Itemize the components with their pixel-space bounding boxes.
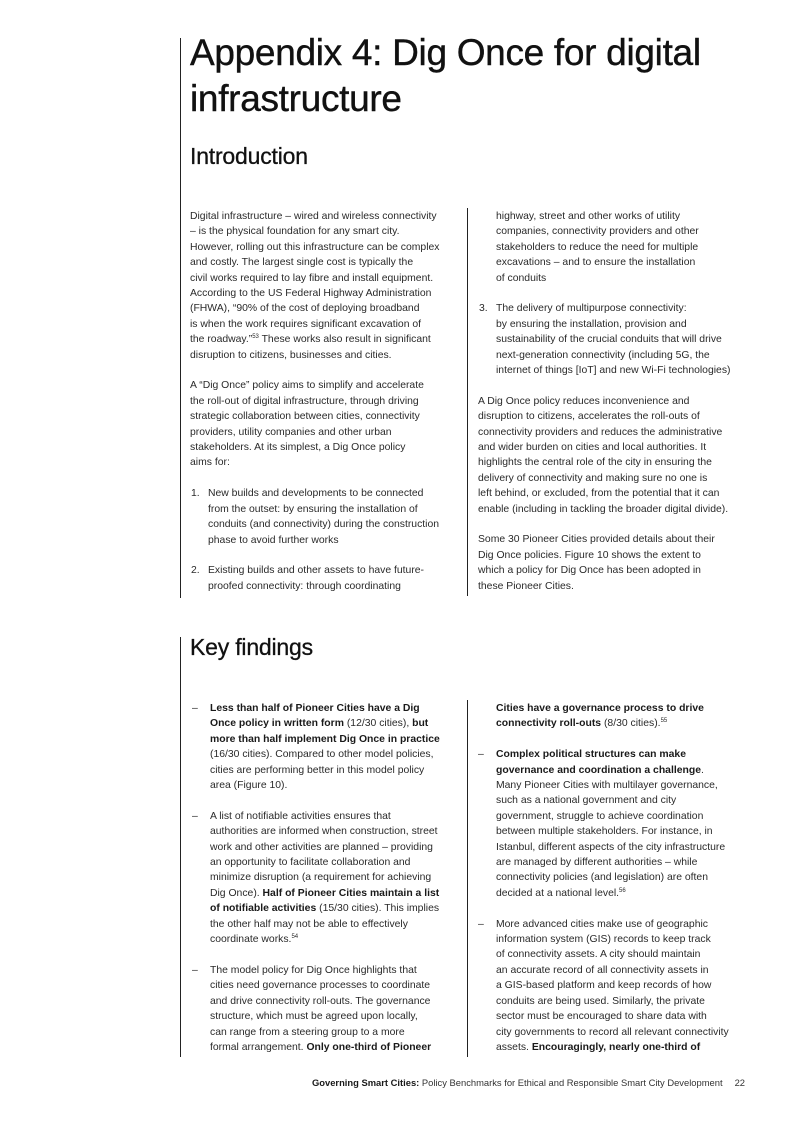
list-item-2: 2. Existing builds and other assets to have future- proofed connectivity: through coordinating	[191, 565, 425, 592]
left-margin-rule-bottom	[180, 637, 181, 1057]
findings-left-column	[192, 701, 460, 1055]
footnote-ref-53: 53	[252, 334, 259, 341]
finding-bullet-3-continued: Cities have a governance process to drive connectivity roll-outs (8/30 cities).$^{55}$	[496, 703, 704, 730]
footnote-ref-54: 54	[291, 934, 299, 941]
footer-report-subtitle: Policy Benchmarks for Ethical and Responsible Smart City Development	[419, 1077, 723, 1088]
findings-right-column	[478, 701, 753, 1055]
footer-report-title: Governing Smart Cities:	[311, 1077, 420, 1088]
intro-paragraph-3: A Dig Once policy reduces inconvenience and disruption to citizens, accelerates the roll-outs of connectivity providers and reduces the administrative and wider burden on cities and local authorities. It highlights the central role of the city in ensuring the delivery of connectivity and making sure no one is left behind, or excluded, from the potential that it can enable (including in tackling the broader digital divide).	[478, 395, 729, 515]
intro-left-column	[190, 209, 458, 594]
column-divider-findings	[467, 700, 468, 1057]
left-margin-rule-top	[180, 38, 181, 598]
section-heading-key-findings: Key findings	[190, 634, 313, 660]
finding-bullet-5: – More advanced cities make use of geographic information system (GIS) records to keep track of connectivity assets. A city should maintain an accurate record of all connectivity assets in a GIS-based platform and keep records of how conduits are being used. Similarly, the private sector must be encouraged to share data with city governments to record all relevant connectivity assets. Encouragingly, nearly one-third of	[478, 918, 729, 1053]
page-number: 22	[734, 1077, 745, 1088]
finding-bullet-1: – Less than half of Pioneer Cities have a Dig Once policy in written form (12/30 cities), but more than half implement Dig Once in practice (16/30 cities). Compared to other model policies, cities are performing better in this model policy area (Figure 10).	[192, 703, 440, 792]
footnote-ref-56: 56	[619, 887, 626, 894]
footnote-ref-55: 55	[660, 718, 668, 725]
intro-paragraph-1: Digital infrastructure – wired and wireless connectivity – is the physical foundation for any smart city. However, rolling out this infrastructure can be complex and costly. The largest single cost is typically the civil works required to lay fibre and install equipment. According to the US Federal Highway Administration (FHWA), “90% of the cost of deploying broadband is when the work requires significant excavation of the roadway.”$^{53}$ These works also result in significant disruption to citizens, businesses and cities.	[190, 211, 440, 361]
finding-bullet-2: – A list of notifiable activities ensures that authorities are informed when construction, street work and other activities are planned – providing an opportunity to facilitate collaboration and minimize disruption (a requirement for achieving Dig Once). Half of Pioneer Cities maintain a list of notifiable activities (15/30 cities). This implies the other half may not be able to effectively coordinate works.$^{54}$	[192, 810, 440, 946]
page-footer	[312, 1077, 745, 1088]
list-item-2-continued: highway, street and other works of utility companies, connectivity providers and other stakeholders to reduce the need for multiple excavations – and to ensure the installation of conduits	[496, 211, 699, 284]
finding-bullet-3: – The model policy for Dig Once highlights that cities need governance processes to coordinate and drive connectivity roll-outs. The governance structure, which must be agreed upon locally, can range from a steering group to a more formal arrangement. Only one-third of Pioneer	[192, 964, 432, 1053]
intro-paragraph-4: Some 30 Pioneer Cities provided details about their Dig Once policies. Figure 10 shows the extent to which a policy for Dig Once has been adopted in these Pioneer Cities.	[478, 534, 715, 592]
intro-paragraph-2: A “Dig Once” policy aims to simplify and accelerate the roll-out of digital infrastructure, through driving strategic collaboration between cities, connectivity providers, utility companies and other urban stakeholders. At its simplest, a Dig Once policy aims for:	[190, 380, 424, 469]
list-item-3: 3. The delivery of multipurpose connectivity: by ensuring the installation, provision and sustainability of the crucial conduits that will drive next-generation connectivity (including 5G, the internet of things [IoT] and new Wi-Fi technologies)	[479, 303, 731, 377]
column-divider-intro	[467, 208, 468, 596]
list-item-1: 1. New builds and developments to be connected from the outset: by ensuring the installation of conduits (and connectivity) during the construction phase to avoid further works	[191, 488, 440, 546]
section-heading-introduction: Introduction	[190, 143, 308, 169]
finding-bullet-4: – Complex political structures can make governance and coordination a challenge. Many Pioneer Cities with multilayer governance, such as a national government and city government, struggle to achieve coordination between multiple stakeholders. For instance, in Istanbul, different aspects of the city infrastructure are managed by different authorities – while connectivity policies (and legislation) are often decided at a national level.$^{56}$	[478, 749, 726, 899]
intro-right-column	[478, 209, 753, 594]
page-title: Appendix 4: Dig Once for digital infrastructure	[190, 32, 701, 119]
